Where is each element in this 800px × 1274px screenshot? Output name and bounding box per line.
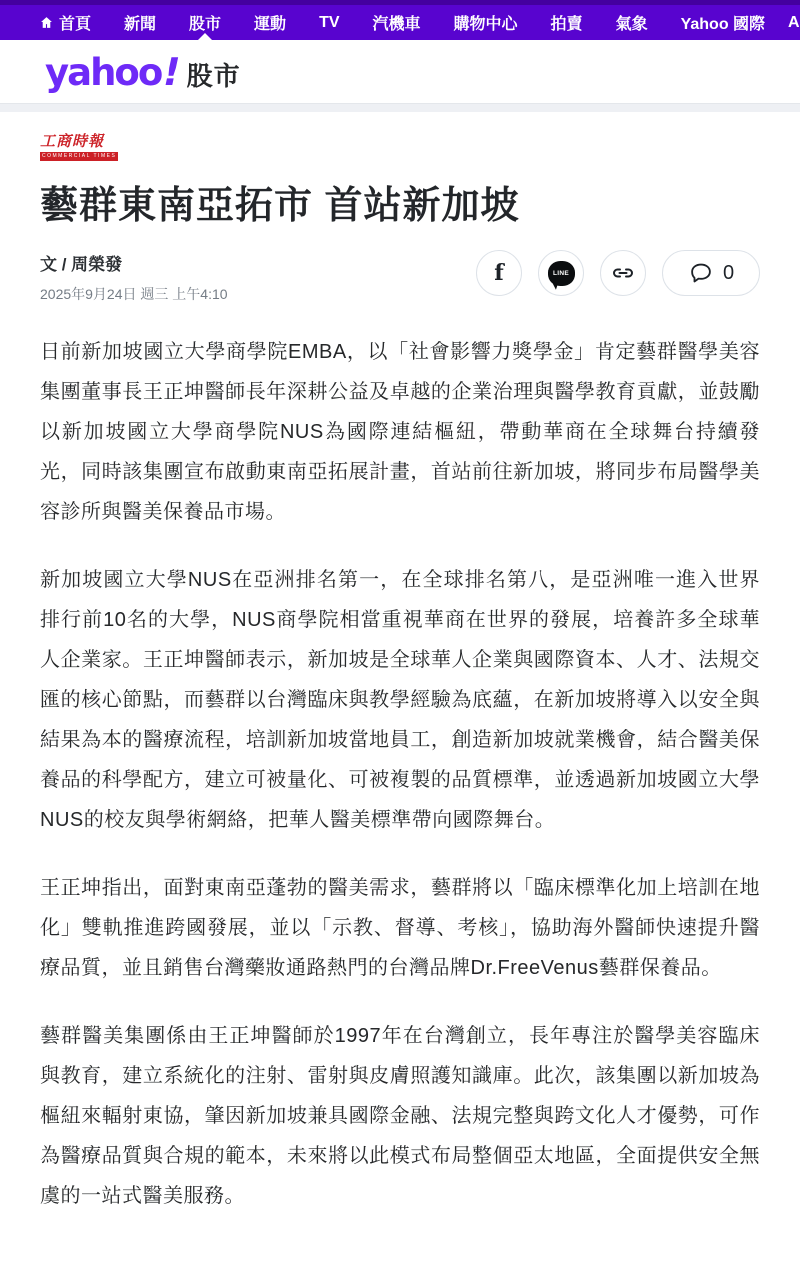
yahoo-logo[interactable] — [45, 50, 241, 94]
link-icon — [611, 261, 635, 285]
comments-button[interactable] — [662, 250, 760, 296]
article-body — [40, 332, 760, 1274]
article-container — [0, 112, 800, 1274]
nav-item-label: 股市 — [189, 16, 222, 33]
facebook-icon: f — [494, 260, 504, 286]
site-header — [0, 40, 800, 104]
nav-items — [0, 5, 800, 40]
source-subtitle: COMMERCIAL TIMES — [42, 153, 117, 159]
nav-item-label: 新聞 — [124, 16, 157, 33]
comment-icon — [688, 260, 714, 286]
nav-item-label: Yahoo 國際 — [680, 16, 766, 33]
yahoo-logo-exclamation: ! — [158, 49, 186, 94]
site-section-label: 股市 — [186, 60, 241, 91]
article-title: 藝群東南亞拓市 首站新加坡 — [40, 185, 520, 227]
nav-item-label: 購物中心 — [453, 16, 518, 33]
nav-item-home[interactable] — [40, 5, 91, 40]
nav-item-label: A — [788, 13, 800, 31]
nav-item-news[interactable] — [124, 5, 156, 40]
byline-block — [40, 250, 228, 304]
nav-item-stocks[interactable] — [189, 5, 221, 40]
nav-item-label: 汽機車 — [372, 16, 421, 33]
comment-count: 0 — [722, 261, 735, 284]
active-tab-notch — [198, 33, 212, 40]
nav-item-tv[interactable] — [319, 5, 339, 40]
share-buttons — [476, 250, 760, 296]
nav-item-label: 拍賣 — [550, 16, 583, 33]
nav-item-shopping[interactable] — [454, 5, 518, 40]
line-share-button[interactable] — [538, 250, 584, 296]
header-divider-strip — [0, 104, 800, 112]
nav-item-auction[interactable] — [551, 5, 583, 40]
article-date: 2025年9月24日 週三 上午4:10 — [40, 286, 228, 302]
nav-item-label: TV — [319, 13, 340, 31]
paragraph: 日前新加坡國立大學商學院EMBA，以「社會影響力獎學金」肯定藝群醫學美容集團董事長王正坤醫師長年深耕公益及卓越的企業治理與醫學教育貢獻，並鼓勵以新加坡國立大學商學院NUS為國際連結樞紐，帶動華商在全球舞台持續發光，同時該集團宣布啟動東南亞拓展計畫，首站前往新加坡，將同步布局醫學美容診所與醫美保養品市場。 — [40, 341, 760, 523]
paragraph: 王正坤指出，面對東南亞蓬勃的醫美需求，藝群將以「臨床標準化加上培訓在地化」雙軌推進跨國發展，並以「示教、督導、考核」，協助海外醫師快速提升醫療品質，並且銷售台灣藥妝通路熱門的台灣品牌Dr.FreeVenus藝群保養品。 — [40, 877, 760, 979]
home-icon — [40, 16, 53, 29]
nav-item-clipped[interactable] — [788, 5, 800, 40]
source-logo[interactable] — [40, 133, 118, 161]
paragraph: 新加坡國立大學NUS在亞洲排名第一，在全球排名第八，是亞洲唯一進入世界排行前10名的大學，NUS商學院相當重視華商在世界的發展，培養許多全球華人企業家。王正坤醫師表示，新加坡是全球華人企業與國際資本、人才、法規交匯的核心節點，而藝群以台灣臨床與教學經驗為底蘊，在新加坡將導入以安全與結果為本的醫療流程，培訓新加坡當地員工，創造新加坡就業機會，結合醫美保養品的科學配方，建立可被量化、可被複製的品質標準，並透過新加坡國立大學NUS的校友與學術網絡，把華人醫美標準帶向國際舞台。 — [40, 569, 760, 831]
nav-item-label: 氣象 — [615, 16, 648, 33]
nav-item-sports[interactable] — [254, 5, 286, 40]
line-icon: LINE — [548, 261, 575, 286]
nav-item-yahoo-intl[interactable] — [681, 5, 765, 40]
yahoo-logo-word: yahoo — [45, 50, 162, 94]
article-byline: 文 / 周榮發 — [40, 255, 123, 274]
facebook-share-button[interactable] — [476, 250, 522, 296]
top-navigation-bar — [0, 0, 800, 40]
nav-item-label: 首頁 — [59, 16, 92, 33]
nav-item-weather[interactable] — [616, 5, 648, 40]
nav-item-autos[interactable] — [373, 5, 421, 40]
nav-item-label: 運動 — [254, 16, 287, 33]
article-meta-row — [40, 250, 760, 304]
copy-link-button[interactable] — [600, 250, 646, 296]
paragraph: 藝群醫美集團係由王正坤醫師於1997年在台灣創立，長年專注於醫學美容臨床與教育，建立系統化的注射、雷射與皮膚照護知識庫。此次，該集團以新加坡為樞紐來輻射東協，肇因新加坡兼具國際金融、法規完整與跨文化人才優勢，可作為醫療品質與合規的範本，未來將以此模式布局整個亞太地區，全面提供安全無虞的一站式醫美服務。 — [40, 1025, 760, 1207]
source-name: 工商時報 — [40, 132, 105, 150]
